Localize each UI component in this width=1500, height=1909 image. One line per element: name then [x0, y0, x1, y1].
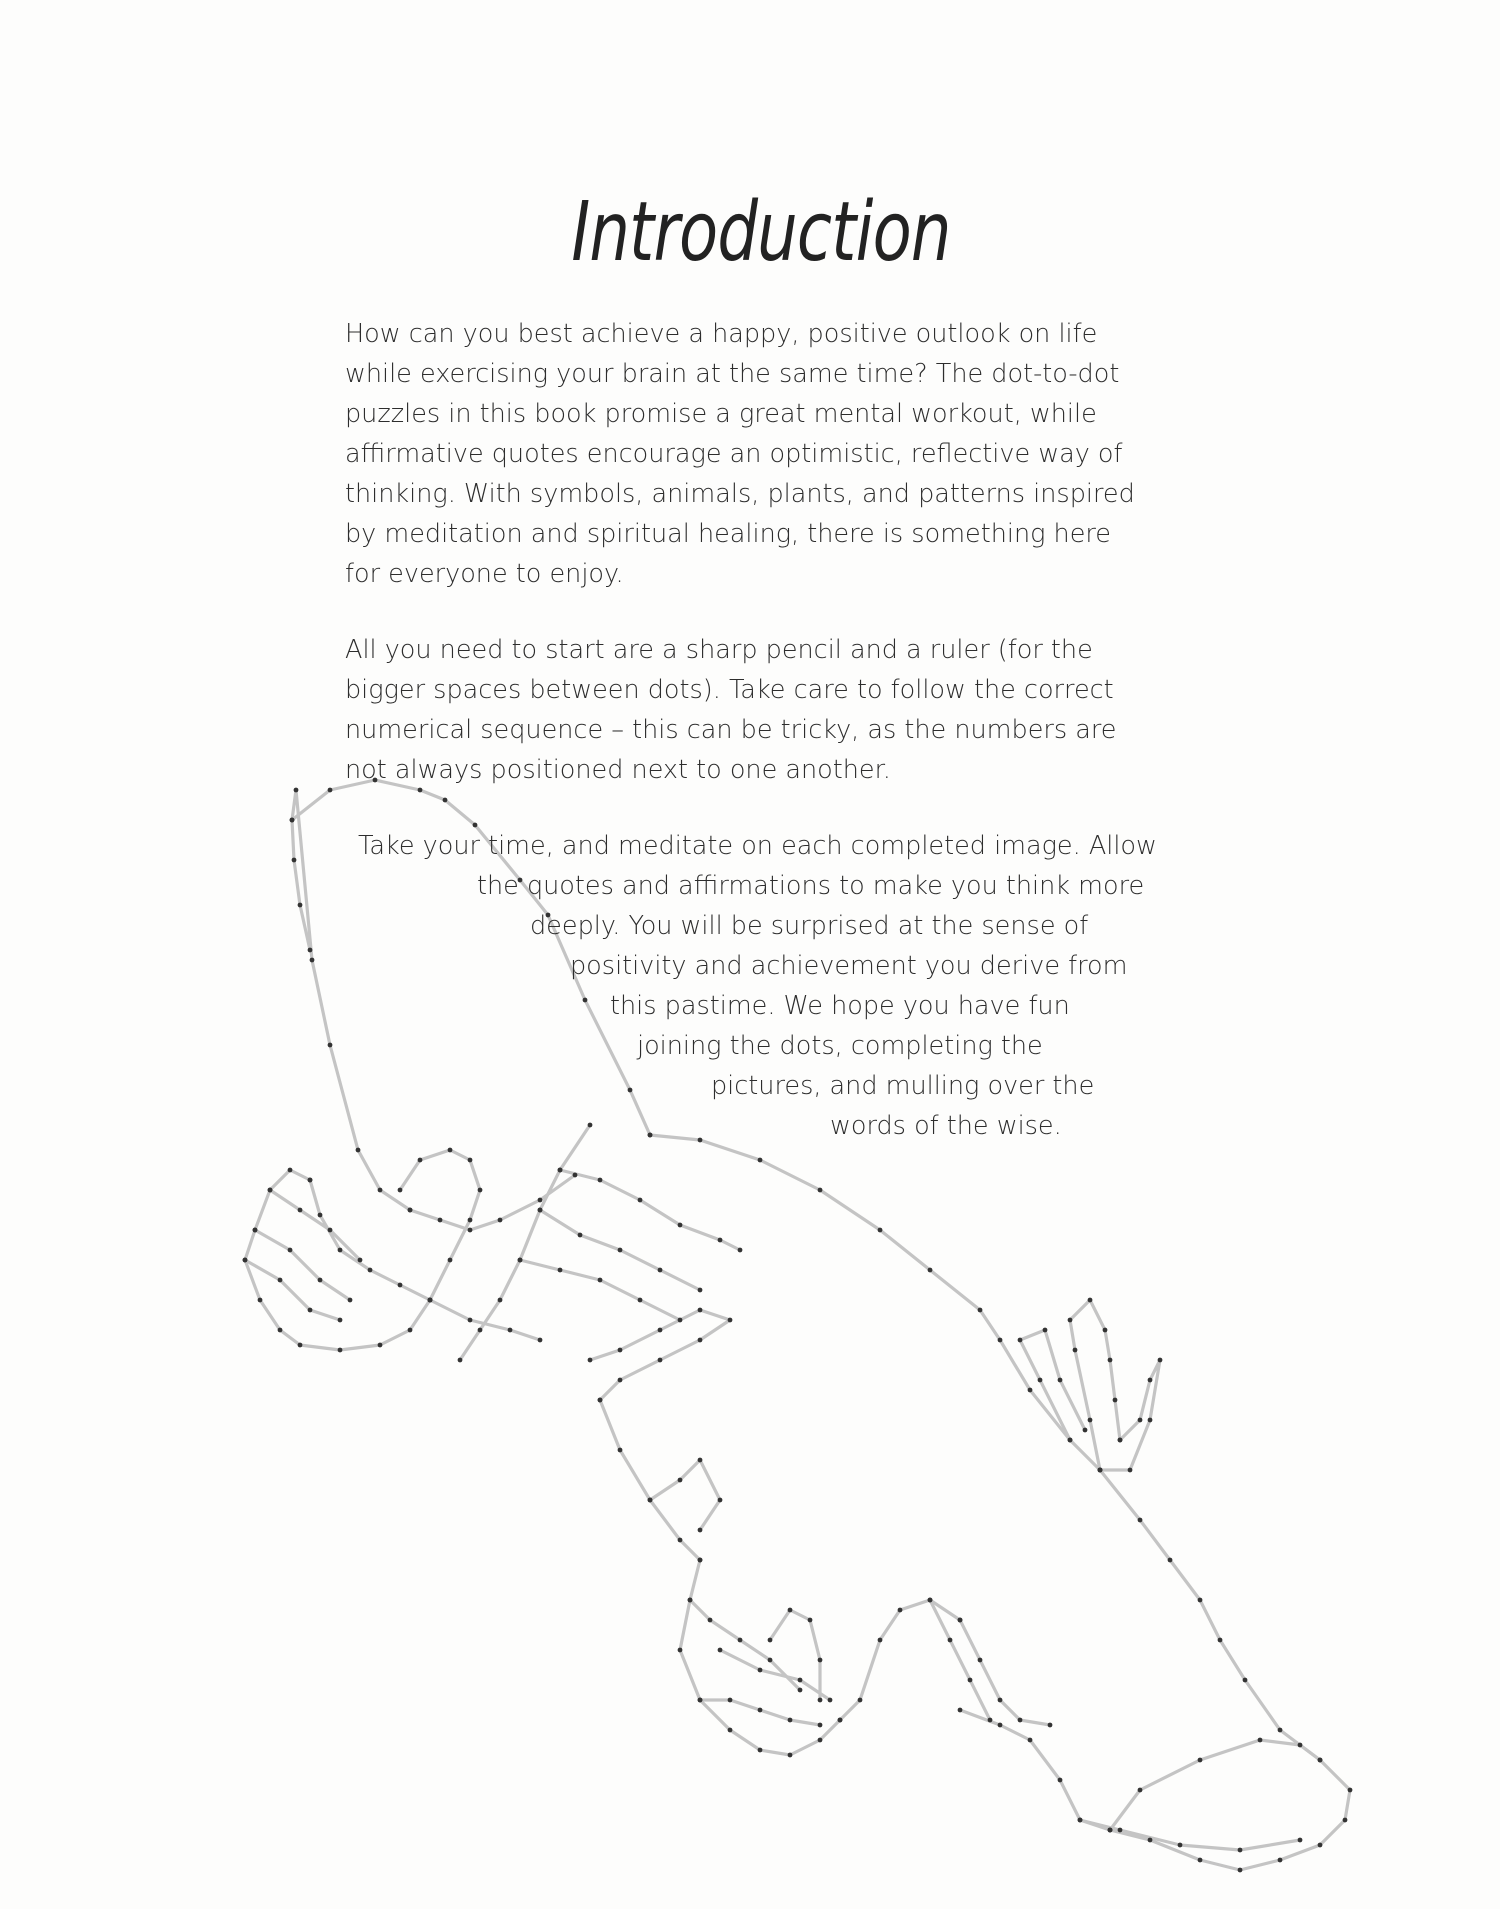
dot: [1018, 1338, 1023, 1343]
dot: [678, 1478, 683, 1483]
dot: [698, 1528, 703, 1533]
dot: [1108, 1358, 1113, 1363]
dot: [678, 1223, 683, 1228]
dot: [818, 1658, 823, 1663]
dot: [878, 1638, 883, 1643]
dot: [408, 1328, 413, 1333]
dot: [708, 1618, 713, 1623]
dot: [578, 1233, 583, 1238]
dot: [1198, 1758, 1203, 1763]
dot: [458, 1358, 463, 1363]
dot: [508, 1328, 513, 1333]
dot: [468, 1158, 473, 1163]
dot-to-dot-line: [1100, 1360, 1160, 1470]
dot: [618, 1348, 623, 1353]
dot: [688, 1598, 693, 1603]
dot: [1088, 1418, 1093, 1423]
dot: [1098, 1468, 1103, 1473]
dot: [583, 998, 588, 1003]
dot: [378, 1188, 383, 1193]
dot: [828, 1698, 833, 1703]
dot-to-dot-line: [650, 1135, 1100, 1470]
dot: [338, 1348, 343, 1353]
dot: [818, 1698, 823, 1703]
dot: [598, 1398, 603, 1403]
dot: [468, 1228, 473, 1233]
dot: [558, 1168, 563, 1173]
dot: [1068, 1438, 1073, 1443]
text-line: All you need to start are a sharp pencil and a ruler (for the: [345, 635, 1093, 665]
dot: [808, 1618, 813, 1623]
dot: [588, 1358, 593, 1363]
text-line: affirmative quotes encourage an optimistic, reflective way of: [345, 439, 1123, 469]
dot: [658, 1358, 663, 1363]
dot: [268, 1188, 273, 1193]
dot: [328, 1043, 333, 1048]
dot: [318, 1278, 323, 1283]
dot: [1108, 1828, 1113, 1833]
dot: [573, 1173, 578, 1178]
dot: [1078, 1818, 1083, 1823]
dot: [648, 1498, 653, 1503]
dot: [478, 1328, 483, 1333]
text-line: numerical sequence – this can be tricky, as the numbers are: [345, 715, 1117, 745]
dot: [443, 798, 448, 803]
dot-to-dot-line: [1110, 1740, 1320, 1830]
dot: [1068, 1318, 1073, 1323]
dot: [798, 1688, 803, 1693]
dot: [1243, 1678, 1248, 1683]
dot: [538, 1338, 543, 1343]
dot-to-dot-line: [590, 1310, 730, 1400]
intro-paragraph-2: [345, 630, 1117, 790]
dot: [1118, 1438, 1123, 1443]
dot: [598, 1178, 603, 1183]
dot-to-dot-line: [600, 1400, 700, 1560]
dot: [358, 1258, 363, 1263]
dot: [338, 1318, 343, 1323]
dot: [948, 1638, 953, 1643]
text-line: puzzles in this book promise a great mental workout, while: [345, 399, 1097, 429]
dot-to-dot-line: [1070, 1300, 1120, 1470]
dot: [758, 1708, 763, 1713]
dot: [648, 1133, 653, 1138]
dot: [758, 1668, 763, 1673]
dot: [678, 1648, 683, 1653]
text-line: positivity and achievement you derive from: [570, 951, 1128, 981]
dot: [958, 1708, 963, 1713]
dot: [738, 1638, 743, 1643]
dot: [718, 1498, 723, 1503]
dot: [258, 1298, 263, 1303]
dot: [698, 1558, 703, 1563]
dot-to-dot-line: [245, 1170, 430, 1350]
dot: [658, 1268, 663, 1273]
dot: [328, 788, 333, 793]
dot: [1238, 1868, 1243, 1873]
dot: [728, 1698, 733, 1703]
dot: [308, 948, 313, 953]
dot: [588, 1123, 593, 1128]
dot: [988, 1718, 993, 1723]
dot: [1038, 1378, 1043, 1383]
dot-to-dot-line: [460, 1125, 590, 1360]
dot: [978, 1308, 983, 1313]
dot: [1088, 1298, 1093, 1303]
dot: [398, 1283, 403, 1288]
dot: [658, 1328, 663, 1333]
dot: [1103, 1328, 1108, 1333]
dot: [348, 1298, 353, 1303]
dot: [788, 1753, 793, 1758]
dot: [638, 1298, 643, 1303]
dot: [298, 1208, 303, 1213]
page-title: Introduction: [571, 185, 951, 280]
dot: [1058, 1378, 1063, 1383]
dot: [698, 1338, 703, 1343]
dot: [498, 1218, 503, 1223]
dot: [998, 1723, 1003, 1728]
dot: [718, 1648, 723, 1653]
dot: [838, 1718, 843, 1723]
dot: [1043, 1328, 1048, 1333]
text-line: while exercising your brain at the same time? The dot-to-dot: [345, 359, 1120, 389]
dot: [788, 1718, 793, 1723]
dot: [310, 958, 315, 963]
dot: [368, 1268, 373, 1273]
dot: [1058, 1778, 1063, 1783]
dot: [1318, 1843, 1323, 1848]
dot: [1028, 1388, 1033, 1393]
dot: [1148, 1418, 1153, 1423]
dot: [1238, 1848, 1243, 1853]
dot: [468, 1218, 473, 1223]
dot: [818, 1723, 823, 1728]
dot: [628, 1088, 633, 1093]
dot: [318, 1213, 323, 1218]
dot: [468, 1318, 473, 1323]
dot: [858, 1698, 863, 1703]
dot: [518, 1258, 523, 1263]
dot: [958, 1618, 963, 1623]
dot-to-dot-line: [400, 1150, 480, 1300]
dot: [758, 1158, 763, 1163]
dot: [788, 1608, 793, 1613]
text-line: thinking. With symbols, animals, plants, and patterns inspired: [345, 479, 1135, 509]
dot: [1168, 1558, 1173, 1563]
text-line: not always positioned next to one another.: [345, 755, 891, 785]
dot: [538, 1198, 543, 1203]
text-line: by meditation and spiritual healing, there is something here: [345, 519, 1111, 549]
dot: [1148, 1378, 1153, 1383]
dot: [1348, 1788, 1353, 1793]
dot: [1258, 1738, 1263, 1743]
dot: [698, 1458, 703, 1463]
dot: [1138, 1788, 1143, 1793]
dot: [738, 1248, 743, 1253]
dot: [618, 1378, 623, 1383]
text-line: the quotes and affirmations to make you think more: [477, 871, 1145, 901]
dot: [928, 1598, 933, 1603]
dot: [1178, 1843, 1183, 1848]
text-line: Take your time, and meditate on each completed image. Allow: [358, 831, 1157, 861]
dot: [998, 1698, 1003, 1703]
dot-to-dot-line: [650, 1460, 720, 1530]
dot: [288, 1248, 293, 1253]
dot-to-dot-line: [410, 1175, 575, 1230]
dot: [698, 1698, 703, 1703]
text-line: joining the dots, completing the: [637, 1031, 1043, 1061]
dot-to-dot-line: [720, 1650, 830, 1700]
dot: [1018, 1718, 1023, 1723]
dot: [718, 1238, 723, 1243]
dot: [278, 1328, 283, 1333]
dot: [428, 1298, 433, 1303]
dot: [728, 1318, 733, 1323]
dot: [1343, 1818, 1348, 1823]
dot: [278, 1278, 283, 1283]
dot: [558, 1268, 563, 1273]
dot: [1298, 1743, 1303, 1748]
dot: [968, 1678, 973, 1683]
dot: [1218, 1638, 1223, 1643]
dot: [308, 1178, 313, 1183]
dot-to-dot-line: [1100, 1470, 1350, 1870]
text-line: words of the wise.: [830, 1111, 1062, 1141]
dot: [728, 1728, 733, 1733]
dot: [338, 1248, 343, 1253]
dot: [818, 1738, 823, 1743]
dot: [698, 1288, 703, 1293]
dot: [294, 788, 299, 793]
dot: [1148, 1838, 1153, 1843]
dot: [243, 1258, 248, 1263]
dot: [418, 1158, 423, 1163]
dot: [290, 818, 295, 823]
dot-to-dot-line: [960, 1710, 1110, 1830]
dot: [698, 1138, 703, 1143]
dot: [438, 1218, 443, 1223]
dot: [698, 1308, 703, 1313]
text-line: pictures, and mulling over the: [711, 1071, 1095, 1101]
dot: [1278, 1728, 1283, 1733]
dot: [818, 1188, 823, 1193]
text-line: this pastime. We hope you have fun: [610, 991, 1070, 1021]
dot: [298, 1343, 303, 1348]
dot: [1138, 1418, 1143, 1423]
dot: [1198, 1598, 1203, 1603]
dot: [768, 1658, 773, 1663]
dot: [356, 1148, 361, 1153]
dot: [678, 1538, 683, 1543]
dot-to-dot-line: [245, 1260, 340, 1320]
dot: [978, 1658, 983, 1663]
dot: [478, 1188, 483, 1193]
dot: [878, 1228, 883, 1233]
intro-paragraph-1: [345, 314, 1135, 594]
dot-to-dot-line: [840, 1600, 960, 1720]
dot: [1113, 1398, 1118, 1403]
dot: [378, 1343, 383, 1348]
dot: [448, 1258, 453, 1263]
dot: [1138, 1518, 1143, 1523]
text-line: for everyone to enjoy.: [345, 559, 624, 589]
dot: [538, 1208, 543, 1213]
dot: [618, 1248, 623, 1253]
dot-to-dot-line: [310, 1180, 430, 1300]
dot: [408, 1208, 413, 1213]
dot: [1198, 1858, 1203, 1863]
dot: [1278, 1858, 1283, 1863]
dot: [1298, 1838, 1303, 1843]
dot: [1028, 1738, 1033, 1743]
dot: [253, 1228, 258, 1233]
dot: [998, 1338, 1003, 1343]
dot: [298, 903, 303, 908]
text-line: How can you best achieve a happy, positive outlook on life: [345, 319, 1098, 349]
dot: [1048, 1723, 1053, 1728]
text-line: bigger spaces between dots). Take care to follow the correct: [345, 675, 1114, 705]
dot: [498, 1298, 503, 1303]
dot: [288, 1168, 293, 1173]
dot-to-dot-line: [960, 1620, 1050, 1725]
dot: [798, 1678, 803, 1683]
dot: [398, 1188, 403, 1193]
dot: [328, 1228, 333, 1233]
dot: [1118, 1828, 1123, 1833]
dot: [448, 1148, 453, 1153]
dot: [678, 1318, 683, 1323]
dot: [1318, 1758, 1323, 1763]
dot: [898, 1608, 903, 1613]
dot: [758, 1748, 763, 1753]
dot: [618, 1448, 623, 1453]
dot: [928, 1268, 933, 1273]
dot: [308, 1308, 313, 1313]
dot: [638, 1198, 643, 1203]
dot: [1073, 1348, 1078, 1353]
dot: [1158, 1358, 1163, 1363]
dot: [1083, 1428, 1088, 1433]
dot: [292, 858, 297, 863]
dot-to-dot-line: [700, 1700, 820, 1725]
text-line: deeply. You will be surprised at the sense of: [530, 911, 1089, 941]
dot: [768, 1638, 773, 1643]
dot: [598, 1278, 603, 1283]
dot: [1128, 1468, 1133, 1473]
